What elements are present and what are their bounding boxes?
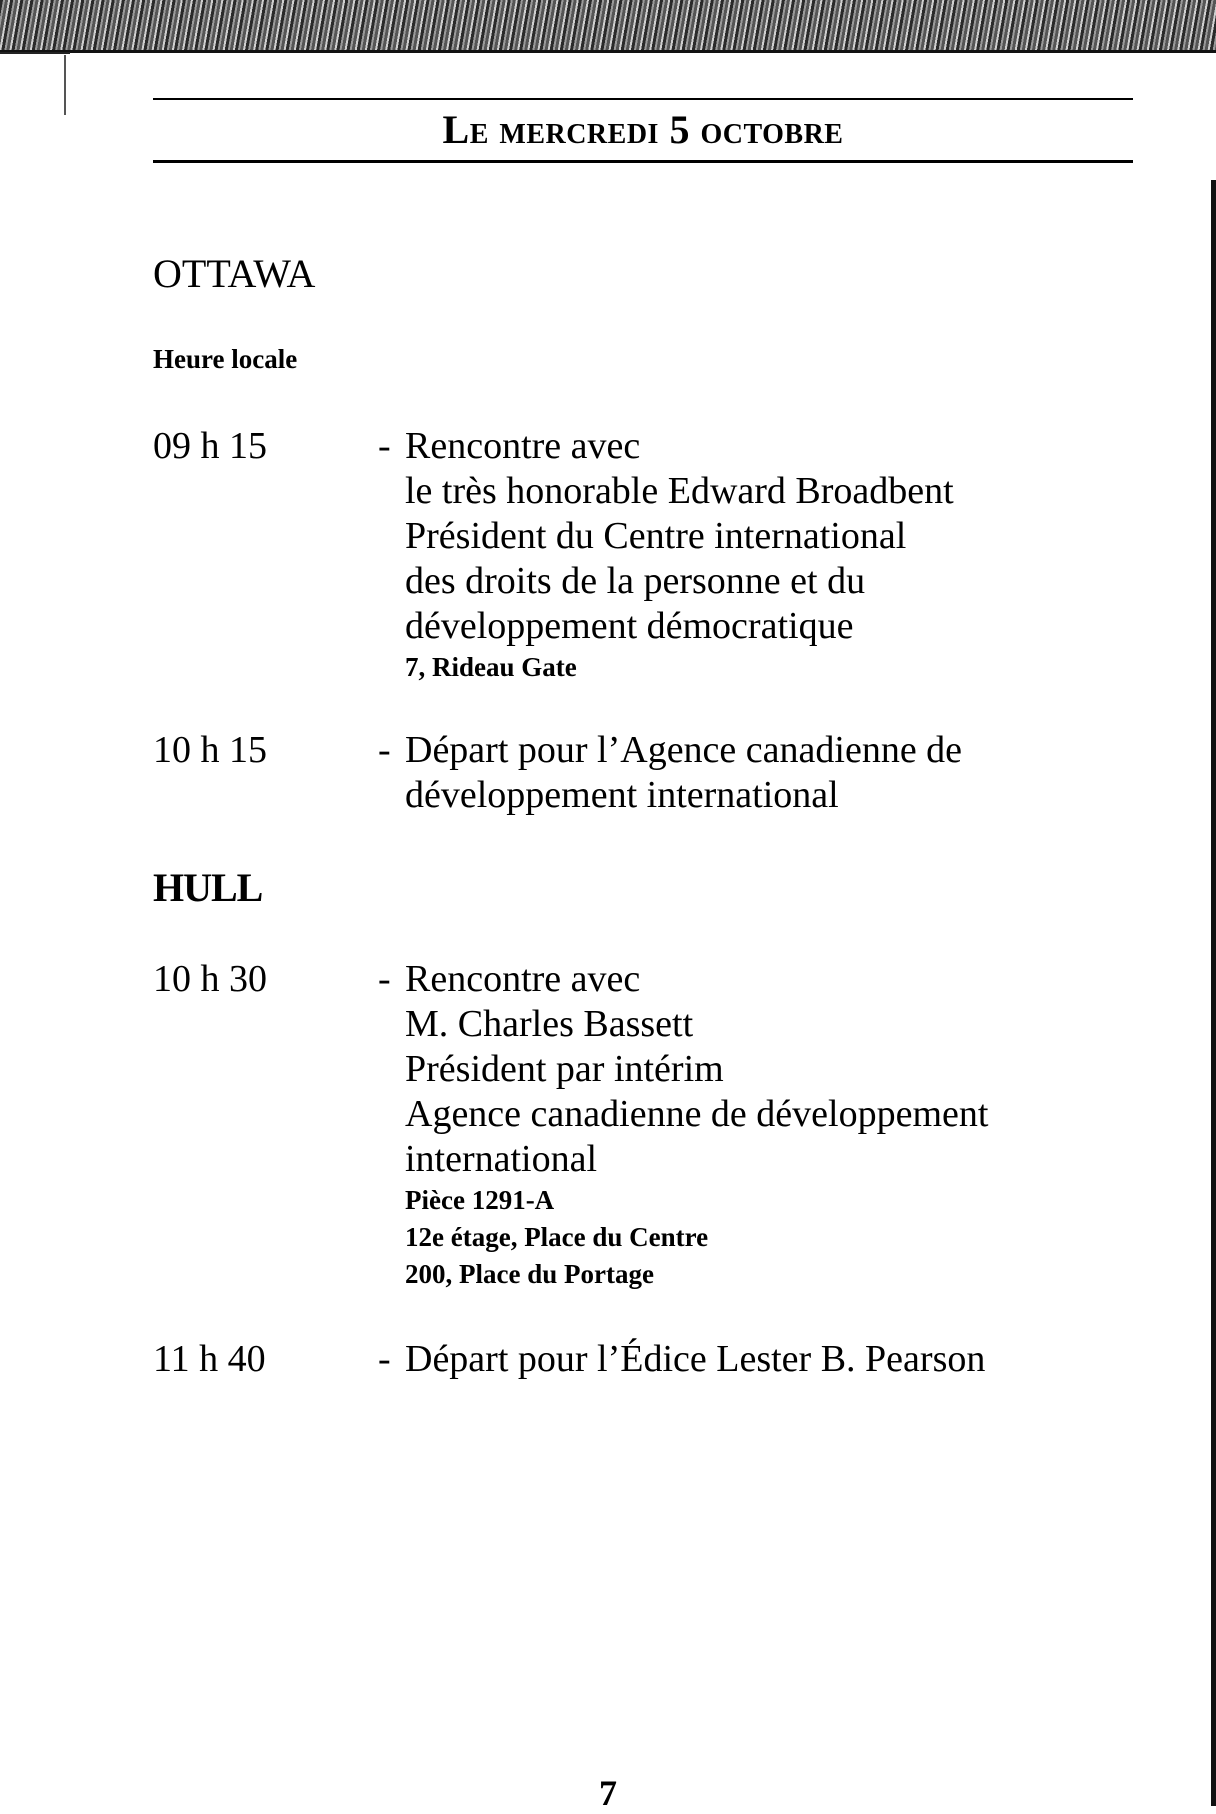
- entry-description: [405, 424, 1216, 686]
- entry-dash: -: [378, 958, 391, 1000]
- entry-line: développement démocratique: [405, 605, 854, 647]
- entry-line: des droits de la personne et du: [405, 560, 866, 602]
- entry-line: le très honorable Edward Broadbent: [405, 470, 954, 512]
- entry-line: Départ pour l’Édice Lester B. Pearson: [405, 1338, 986, 1380]
- scan-mark: [0, 52, 70, 54]
- entry-address: 12e étage, Place du Centre: [405, 1222, 709, 1252]
- entry-description: [405, 728, 1216, 818]
- entry-time: 10 h 15: [153, 729, 267, 771]
- city-heading-hull: HULL: [153, 865, 263, 910]
- entry-address: 200, Place du Portage: [405, 1259, 654, 1289]
- entry-dash: -: [378, 425, 391, 467]
- entry-address: 7, Rideau Gate: [405, 652, 577, 682]
- entry-line: M. Charles Bassett: [405, 1003, 694, 1045]
- entry-description: [405, 957, 1216, 1293]
- entry-line: international: [405, 1138, 598, 1180]
- entry-line: Agence canadienne de développement: [405, 1093, 989, 1135]
- page-number: 7: [599, 1773, 617, 1813]
- entry-time: 09 h 15: [153, 425, 267, 467]
- local-time-label: Heure locale: [153, 344, 298, 374]
- entry-time: 11 h 40: [153, 1338, 266, 1380]
- entry-description: [405, 1337, 1216, 1382]
- scan-mark-vertical: [64, 55, 66, 115]
- entry-dash: -: [378, 1338, 391, 1380]
- entry-line: Président du Centre international: [405, 515, 907, 557]
- entry-time: 10 h 30: [153, 958, 267, 1000]
- entry-line: Départ pour l’Agence canadienne de: [405, 729, 963, 771]
- scan-border-top: [0, 0, 1216, 53]
- entry-line: Rencontre avec: [405, 958, 641, 1000]
- title-rule-top: [153, 98, 1133, 100]
- page-title: Le mercredi 5 octobre: [442, 107, 844, 152]
- entry-line: Président par intérim: [405, 1048, 724, 1090]
- entry-address: Pièce 1291-A: [405, 1185, 555, 1215]
- city-heading-ottawa: OTTAWA: [153, 251, 316, 296]
- entry-dash: -: [378, 729, 391, 771]
- entry-line: développement international: [405, 774, 839, 816]
- title-rule-bottom: [153, 160, 1133, 163]
- entry-line: Rencontre avec: [405, 425, 641, 467]
